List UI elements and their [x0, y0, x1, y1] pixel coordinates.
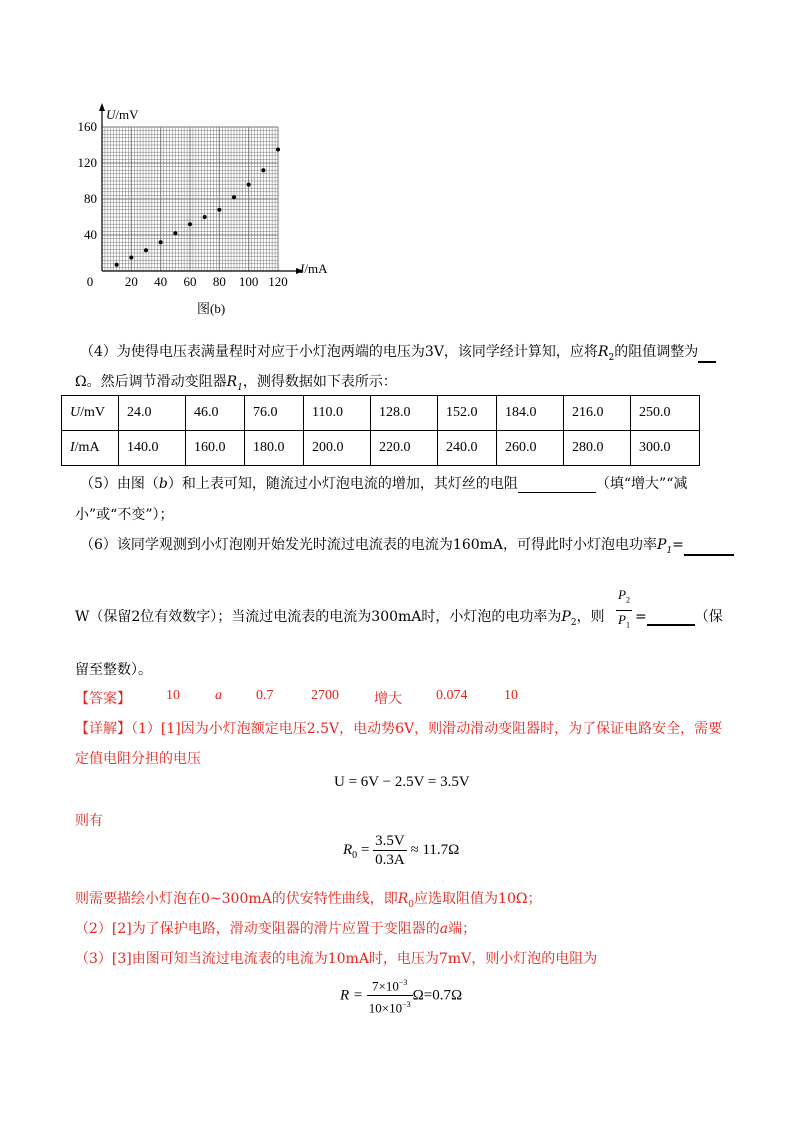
q6-line2: W（保留2位有效数字）；当流过电流表的电流为300mA时，小灯泡的电功率为$P_2$，则	[75, 609, 605, 628]
answer-value: a	[215, 688, 222, 703]
table-cell: 240.0	[438, 431, 497, 466]
q4-line1: （4）为使得电压表满量程时对应于小灯泡两端的电压为3V，该同学经计算知，应将$R_2$的阻值调整为	[80, 341, 716, 363]
row-label-voltage: U/mV	[62, 396, 119, 431]
answer-value: 10	[166, 688, 180, 703]
table-cell: 200.0	[304, 431, 371, 466]
iu-chart	[60, 100, 380, 325]
detail-line1b: 定值电阻分担的电压	[75, 751, 201, 767]
data-point	[203, 215, 207, 219]
table-cell: 140.0	[119, 431, 186, 466]
table-cell: 184.0	[497, 396, 564, 431]
data-point	[188, 222, 192, 226]
data-point	[261, 168, 265, 172]
y-axis-label: U/mV	[106, 107, 139, 122]
table-cell: 160.0	[186, 431, 245, 466]
data-point	[247, 183, 251, 187]
table-cell: 152.0	[438, 396, 497, 431]
x-tick-label: 20	[124, 274, 138, 289]
answer-value: 0.7	[256, 688, 274, 703]
equation-voltage: U = 6V − 2.5V = 3.5V	[334, 774, 470, 790]
x-tick-label: 80	[212, 274, 226, 289]
y-tick-label: 120	[77, 155, 97, 170]
data-point	[276, 148, 280, 152]
answer-value: 10	[504, 688, 518, 703]
x-tick-label: 120	[268, 274, 288, 289]
x-tick-label: 40	[154, 274, 168, 289]
table-cell: 280.0	[564, 431, 631, 466]
table-cell: 216.0	[564, 396, 631, 431]
equation-resistance: R = $\frac{7\times 10^{-3}}{10\times 10^{-3}}$ Ω=0.7Ω	[340, 974, 462, 1018]
equation-r0: $R_0$ = $\frac{3.5V}{0.3A}$ ≈ 11.7Ω	[343, 833, 460, 868]
table-row-current	[62, 431, 700, 466]
x-tick-label: 100	[238, 274, 259, 289]
data-point	[232, 195, 236, 199]
row-label-current: I/mA	[62, 431, 119, 466]
answer-label: 【答案】	[75, 691, 131, 707]
y-tick-label: 40	[84, 227, 97, 242]
data-point	[144, 248, 148, 252]
table-cell: 110.0	[304, 396, 371, 431]
q6-power-ratio: $\frac{P_2}{P_1}$	[618, 587, 630, 630]
table-cell: 220.0	[371, 431, 438, 466]
data-point	[173, 231, 177, 235]
table-cell: 76.0	[245, 396, 304, 431]
answer-blank-p1	[684, 540, 734, 556]
q5-line1: （5）由图（b）和上表可知，随流过小灯泡电流的增加，其灯丝的电阻 （填“增大”“减	[80, 476, 688, 492]
data-point	[129, 256, 133, 260]
detail-line3: 则需要描绘小灯泡在0~300mA的伏安特性曲线，即$R_0$应选取阻值为10Ω；	[75, 891, 542, 910]
data-point	[115, 263, 119, 267]
table-cell: 260.0	[497, 431, 564, 466]
answer-value: 2700	[311, 688, 339, 703]
detail-line4: （2）[2]为了保护电路，滑动变阻器的滑片应置于变阻器的a端；	[75, 921, 477, 937]
table-row-voltage	[62, 396, 700, 431]
answer-blank-r2	[698, 347, 716, 363]
x-tick-label: 60	[183, 274, 197, 289]
table-cell: 24.0	[119, 396, 186, 431]
data-point	[217, 208, 221, 212]
q6-line3: 留至整数）。	[75, 662, 152, 678]
detail-line5: （3）[3]由图可知当流过电流表的电流为10mA时，电压为7mV，则小灯泡的电阻为	[75, 951, 598, 967]
answer-value: 增大	[374, 691, 402, 707]
q6-line2-tail: = （保	[635, 609, 723, 625]
answer-blank-ratio	[647, 610, 695, 626]
q4-line2: Ω。然后调节滑动变阻器$R_1$，测得数据如下表所示：	[75, 374, 397, 393]
x-axis-label: I/mA	[300, 261, 328, 276]
table-cell: 300.0	[631, 431, 700, 466]
answer-blank-resistance	[518, 478, 596, 493]
table-cell: 128.0	[371, 396, 438, 431]
data-point	[159, 240, 163, 244]
table-cell: 250.0	[631, 396, 700, 431]
answer-value: 0.074	[436, 688, 468, 703]
q6-line1: （6）该同学观测到小灯泡刚开始发光时流过电流表的电流为160mA，可得此时小灯泡电功率$P_1=$	[80, 534, 734, 556]
detail-line1: 【详解】（1）[1]因为小灯泡额定电压2.5V，电动势6V，则滑动滑动变阻器时，为了保证电路安全，需要	[75, 721, 723, 737]
table-cell: 180.0	[245, 431, 304, 466]
y-tick-label: 80	[84, 191, 97, 206]
x-tick-label: 0	[86, 274, 94, 289]
detail-line2: 则有	[75, 813, 103, 829]
table-cell: 46.0	[186, 396, 245, 431]
figure-caption: 图(b)	[197, 301, 226, 316]
data-table	[61, 395, 700, 466]
y-tick-label: 160	[77, 119, 97, 134]
q5-line2: 小”或“不变”）；	[75, 507, 174, 523]
y-axis-arrow	[99, 103, 105, 111]
